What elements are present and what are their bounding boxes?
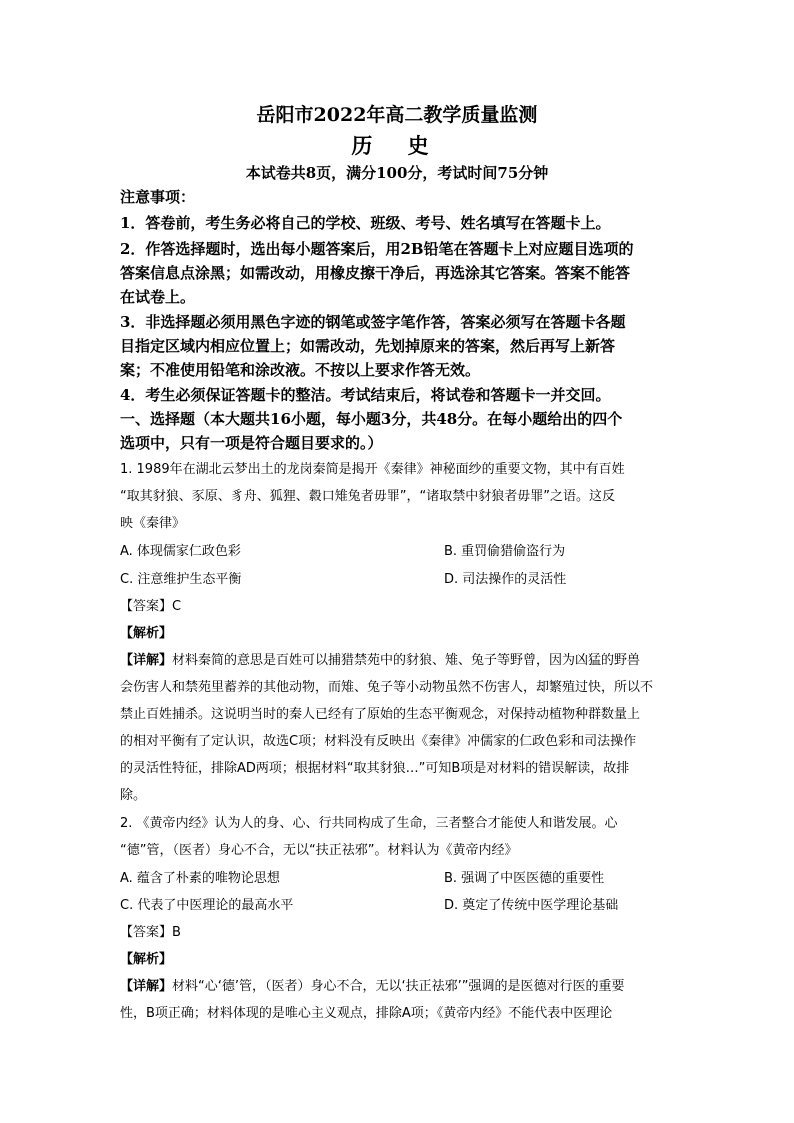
question-2-stem: “德”管，（医者）身心不合，无以“扶正祛邪”。材料认为《黄帝内经》: [120, 843, 518, 858]
section-heading-line: 选项中，只有一项是符合题目要求的。）: [120, 434, 383, 452]
question-1-detail-line: [120, 649, 640, 668]
question-2-option-c: C. 代表了中医理论的最高水平: [120, 898, 294, 913]
question-1-analysis-label: 【解析】: [120, 626, 173, 641]
question-2-analysis-label: 【解析】: [120, 952, 173, 967]
notice-line: 目指定区域内相应位置上；如需改动，先划掉原来的答案，然后再写上新答: [120, 337, 616, 355]
question-2-detail-line: 性，B项正确；材料体现的是唯心主义观点，排除A项；《黄帝内经》不能代表中医理论: [120, 1006, 613, 1021]
notice-line: 1．答卷前，考生务必将自己的学校、班级、考号、姓名填写在答题卡上。: [120, 214, 611, 232]
question-2-option-b: B. 强调了中医医德的重要性: [444, 871, 605, 886]
exam-title: 岳阳市2022年高二教学质量监测: [256, 104, 538, 126]
notice-line: 3．非选择题必须用黑色字迹的钢笔或签字笔作答，答案必须写在答题卡各题: [120, 313, 626, 331]
question-2-answer: 【答案】B: [120, 925, 181, 940]
question-1-detail-line: 的相对平衡有了定认识，故选C项；材料没有反映出《秦律》冲儒家的仁政色彩和司法操作: [120, 734, 637, 749]
question-1-option-d: D. 司法操作的灵活性: [444, 572, 567, 587]
question-1-detail-line: 的灵活性特征，排除AD两项；根据材料“取其豺狼…”可知B项是对材料的错误解读，故排: [120, 761, 630, 776]
notice-line: 案；不准使用铅笔和涂改液。不按以上要求作答无效。: [120, 361, 481, 379]
question-2-detail-text: 材料“心‘德’管，（医者）身心不合，无以‘扶正祛邪’”强调的是医德对行医的重要: [172, 979, 625, 994]
notice-line: 2．作答选择题时，选出每小题答案后，用2B铅笔在答题卡上对应题目选项的: [120, 240, 634, 258]
question-2-detail-line: [120, 975, 625, 994]
question-1-option-a: A. 体现儒家仁政色彩: [120, 544, 241, 559]
question-1-option-c: C. 注意维护生态平衡: [120, 572, 242, 587]
question-2-stem: 2. 《黄帝内经》认为人的身、心、行共同构成了生命，三者整合才能使人和谐发展。心: [120, 816, 618, 831]
question-1-stem: 映《秦律》: [120, 516, 186, 531]
notice-line: 在试卷上。: [120, 288, 196, 306]
subject-title: 历 史: [351, 133, 443, 158]
notice-line: 答案信息点涂黑；如需改动，用橡皮擦干净后，再选涂其它答案。答案不能答: [120, 264, 631, 282]
question-1-detail-text: 材料秦简的意思是百姓可以捕猎禁苑中的豺狼、雉、兔子等野曾，因为凶猛的野兽: [172, 653, 641, 668]
question-1-detail-label: 【详解】: [120, 653, 173, 668]
question-1-answer: 【答案】C: [120, 599, 182, 614]
notice-heading: 注意事项：: [120, 188, 196, 206]
question-1-detail-line: 禁止百姓捕杀。这说明当时的秦人已经有了原始的生态平衡观念，对保持动植物种群数量上: [120, 707, 641, 722]
question-1-detail-line: 除。: [120, 788, 147, 803]
question-2-option-a: A. 蕴含了朴素的唯物论思想: [120, 871, 280, 886]
notice-line: 4．考生必须保证答题卡的整洁。考试结束后，将试卷和答题卡一并交回。: [120, 386, 611, 404]
question-1-stem: 1. 1989年在湖北云梦出土的龙岗秦简是揭开《秦律》神秘面纱的重要文物，其中有百姓: [120, 462, 625, 477]
exam-meta: 本试卷共8页，满分100分，考试时间75分钟: [245, 164, 549, 182]
question-2-detail-label: 【详解】: [120, 979, 173, 994]
question-1-stem: “取其豺狼、豕原、豸舟、狐狸、縠口雉兔者毋罪”，“诸取禁中豺狼者毋罪”之语。这反: [120, 489, 615, 504]
question-1-option-b: B. 重罚偷猎偷盗行为: [444, 544, 566, 559]
question-2-option-d: D. 奠定了传统中医学理论基础: [444, 898, 619, 913]
section-heading-line: 一、选择题（本大题共16小题，每小题3分，共48分。在每小题给出的四个: [120, 410, 623, 428]
question-1-detail-line: 会伤害人和禁苑里蓄养的其他动物，而雉、兔子等小动物虽然不伤害人，却繁殖过快，所以不: [120, 680, 654, 695]
